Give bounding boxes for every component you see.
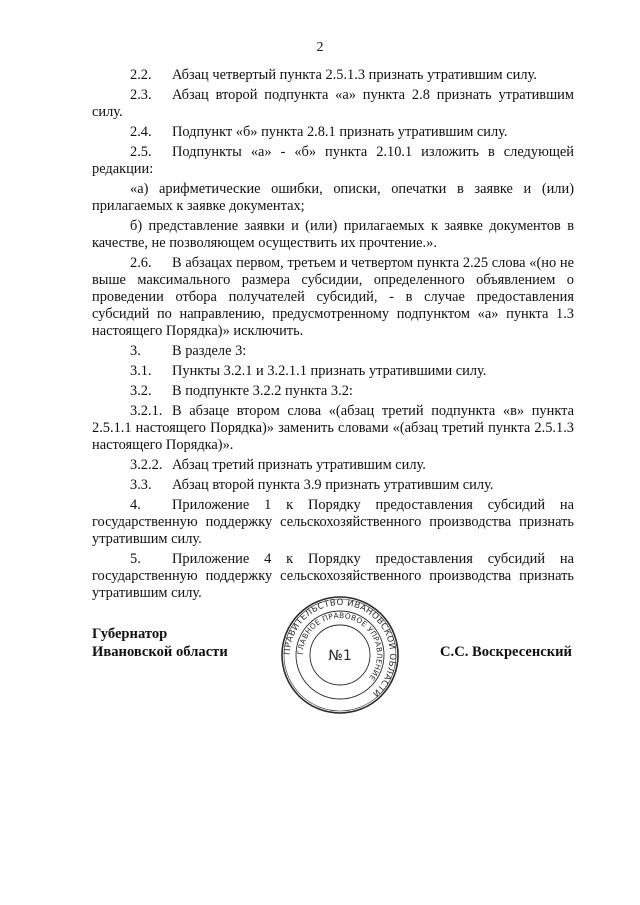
page-number: 2 — [316, 40, 324, 55]
paragraph-number: 2.3. — [130, 87, 152, 103]
paragraph-text: «а) арифметические ошибки, описки, опечатки в заявке и (или) прилагаемых к заявке документах; — [92, 181, 574, 214]
paragraph — [92, 87, 574, 121]
paragraph — [92, 255, 574, 340]
paragraph-text: Абзац второй пункта 3.9 признать утратившим силу. — [172, 477, 494, 493]
paragraph-text: Абзац третий признать утратившим силу. — [172, 457, 426, 473]
paragraph — [92, 124, 574, 141]
paragraph-number: 4. — [130, 497, 141, 513]
paragraph-text: В подпункте 3.2.2 пункта 3.2: — [172, 383, 353, 399]
paragraph-number: 3. — [130, 343, 141, 359]
paragraph-text: Приложение 4 к Порядку предоставления субсидий на государственную поддержку сельскохозяйственного производства признать утратившим силу. — [92, 551, 574, 601]
paragraph-text: Абзац второй подпункта «а» пункта 2.8 признать утратившим силу. — [92, 87, 574, 120]
paragraph — [92, 144, 574, 178]
paragraph — [92, 67, 574, 84]
signatory-title-line: Ивановской области — [92, 644, 228, 660]
paragraph-text: б) представление заявки и (или) прилагаемых к заявке документов в качестве, не позволяющем осуществить их прочтение.». — [92, 218, 574, 251]
paragraph-text: Абзац четвертый пункта 2.5.1.3 признать утратившим силу. — [172, 67, 537, 83]
paragraph-number: 2.4. — [130, 124, 152, 140]
official-seal — [279, 594, 401, 716]
paragraph-text: Пункты 3.2.1 и 3.2.1.1 признать утратившими силу. — [172, 363, 487, 379]
paragraph-text: В разделе 3: — [172, 343, 247, 359]
paragraph-number: 3.2.1. — [130, 403, 163, 419]
paragraph — [92, 403, 574, 454]
paragraph-number: 2.5. — [130, 144, 152, 160]
signatory-name: С.С. Воскресенский — [440, 644, 572, 660]
document-body — [92, 67, 574, 605]
paragraph-number: 3.1. — [130, 363, 152, 379]
paragraph-number: 3.2.2. — [130, 457, 163, 473]
paragraph — [92, 343, 574, 360]
paragraph-number: 2.2. — [130, 67, 152, 83]
paragraph-number: 3.2. — [130, 383, 152, 399]
seal-number: №1 — [328, 648, 352, 664]
paragraph — [92, 457, 574, 474]
paragraph — [92, 218, 574, 252]
signatory-title — [92, 625, 228, 661]
paragraph-text: Подпункт «б» пункта 2.8.1 признать утратившим силу. — [172, 124, 508, 140]
paragraph-text: Подпункты «а» - «б» пункта 2.10.1 изложить в следующей редакции: — [92, 144, 574, 177]
paragraph — [92, 497, 574, 548]
paragraph-text: В абзаце втором слова «(абзац третий подпункта «в» пункта 2.5.1.1 настоящего Порядка)» заменить словами «(абзац третий пункта 2.5.1.3 настоящего Порядка)». — [92, 403, 574, 453]
paragraph — [92, 477, 574, 494]
seal-inner-text: ГЛАВНОЕ ПРАВОВОЕ УПРАВЛЕНИЕ — [295, 610, 385, 683]
paragraph — [92, 383, 574, 400]
signatory-title-line: Губернатор — [92, 626, 168, 642]
paragraph-number: 2.6. — [130, 255, 152, 271]
paragraph-text: В абзацах первом, третьем и четвертом пункта 2.25 слова «(но не выше максимального размера субсидии, определенного объявлением о проведении отбора получателей субсидий, - в случае предоставления субсидий по направлению, предусмотренному подпунктом «а» пункта 1.3 настоящего Порядка)» исключить. — [92, 255, 574, 339]
seal-outer-text: ПРАВИТЕЛЬСТВО ИВАНОВСКОЙ ОБЛАСТИ — [282, 597, 398, 699]
paragraph — [92, 363, 574, 380]
paragraph-number: 5. — [130, 551, 141, 567]
paragraph — [92, 181, 574, 215]
paragraph-text: Приложение 1 к Порядку предоставления субсидий на государственную поддержку сельскохозяйственного производства признать утратившим силу. — [92, 497, 574, 547]
paragraph-number: 3.3. — [130, 477, 152, 493]
